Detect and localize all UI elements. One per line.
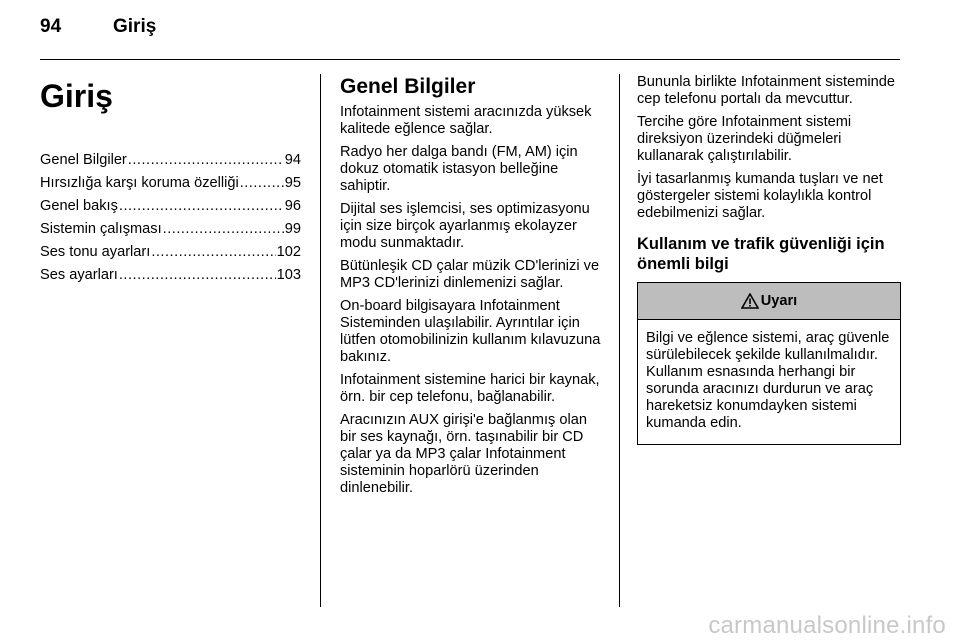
main-column [340, 74, 604, 503]
toc-item[interactable] [40, 244, 301, 261]
paragraph: Bununla birlikte Infotainment sisteminde cep telefonu portalı da mevcuttur. [637, 74, 895, 107]
warning-title: Uyarı [760, 293, 798, 309]
toc-leader [119, 267, 276, 284]
toc-leader [151, 244, 275, 261]
toc-leader [163, 221, 284, 238]
toc-item-label: Ses ayarları [40, 267, 118, 283]
toc-item-label: Genel bakış [40, 198, 118, 214]
toc-item-page: 99 [284, 221, 301, 237]
toc-list [40, 152, 301, 284]
toc-item[interactable] [40, 221, 301, 238]
toc-item-page: 102 [276, 244, 301, 260]
toc-item-label: Sistemin çalışması [40, 221, 162, 237]
header-rule [40, 59, 900, 60]
toc-leader [240, 175, 284, 192]
paragraph: Dijital ses işlemcisi, ses optimizasyonu için size birçok ayarlanmış ekolayzer modu sunmaktadır. [340, 201, 590, 251]
paragraph: Infotainment sistemine harici bir kaynak, örn. bir cep telefonu, bağlanabilir. [340, 372, 600, 405]
warning-header [638, 283, 900, 320]
toc-leader [128, 152, 284, 169]
column-divider [320, 74, 321, 607]
column-divider [619, 74, 620, 607]
warning-text: Bilgi ve eğlence sistemi, araç güvenle sürülebilecek şekilde kullanılmalıdır. Kullanım esnasında herhangi bir sorunda aracınızı durdurun ve araç hareketsiz konumdayken sistemi kumanda edin. [646, 330, 890, 431]
toc-column [40, 74, 301, 290]
warning-triangle-icon [741, 293, 759, 309]
toc-item-page: 94 [284, 152, 301, 168]
toc-leader [119, 198, 284, 215]
toc-item[interactable] [40, 152, 301, 169]
section-title: Genel Bilgiler [340, 75, 476, 98]
page-number: 94 [40, 16, 62, 37]
paragraph: Aracınızın AUX girişi'e bağlanmış olan bir ses kaynağı, örn. taşınabilir bir CD çalar ya da MP3 çalar Infotainment sisteminin hoparlörü üzerinden dinlenebilir. [340, 412, 587, 496]
toc-item-label: Genel Bilgiler [40, 152, 127, 168]
toc-item-label: Hırsızlığa karşı koruma özelliği [40, 175, 239, 191]
chapter-title: Giriş [40, 78, 113, 114]
watermark: carmanualsonline.info [708, 612, 946, 639]
toc-item-page: 96 [284, 198, 301, 214]
warning-box [637, 282, 901, 445]
right-column [637, 74, 901, 445]
paragraph: Infotainment sistemi aracınızda yüksek kalitede eğlence sağlar. [340, 104, 592, 137]
chapter-header: Giriş [113, 16, 157, 37]
toc-item[interactable] [40, 175, 301, 192]
toc-item-page: 95 [284, 175, 301, 191]
toc-item-page: 103 [276, 267, 301, 283]
toc-item[interactable] [40, 198, 301, 215]
paragraph: İyi tasarlanmış kumanda tuşları ve net göstergeler sistemi kolaylıkla kontrol edebilmenizi sağlar. [637, 171, 883, 221]
subsection-title: Kullanım ve trafik güvenliği için önemli bilgi [637, 235, 885, 273]
paragraph: Bütünleşik CD çalar müzik CD'lerinizi ve MP3 CD'lerinizi dinlemenizi sağlar. [340, 258, 600, 291]
paragraph: Radyo her dalga bandı (FM, AM) için dokuz otomatik istasyon belleğine sahiptir. [340, 144, 578, 194]
toc-item[interactable] [40, 267, 301, 284]
toc-item-label: Ses tonu ayarları [40, 244, 151, 260]
paragraph: On-board bilgisayara Infotainment Sisteminden ulaşılabilir. Ayrıntılar için lütfen otomobilinizin kullanım kılavuzuna bakınız. [340, 298, 601, 365]
paragraph: Tercihe göre Infotainment sistemi direksiyon üzerindeki düğmeleri kullanarak çalıştırılabilir. [637, 114, 852, 164]
